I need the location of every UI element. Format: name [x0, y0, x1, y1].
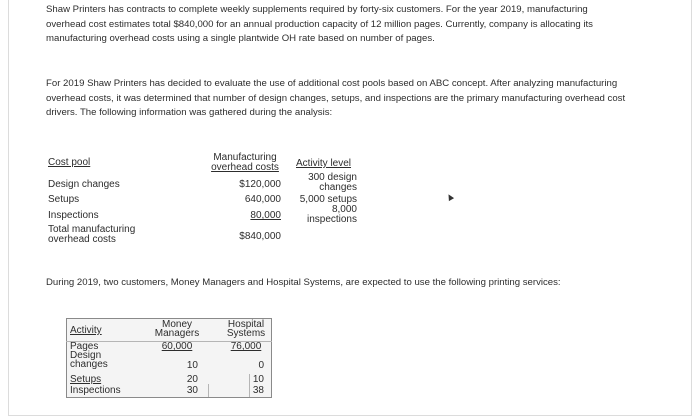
row-activity-design-changes: [70, 351, 108, 369]
row-hospital-pages: 76,000: [230, 341, 262, 352]
hospital-systems-header-line-2: Systems: [226, 328, 266, 339]
row-activity-inspections: Inspections: [70, 385, 121, 396]
moh-header: [206, 153, 284, 173]
col-separator-1: [208, 384, 209, 397]
pool-inspections: Inspections: [48, 210, 99, 221]
table-right-border: [271, 318, 272, 398]
intro-line-3: manufacturing overhead costs using a single plantwide OH rate based on number of pages.: [46, 33, 435, 44]
row-activity-design-line-1: Design: [70, 350, 102, 361]
table-bottom-border: [66, 397, 272, 398]
analysis-line-1: For 2019 Shaw Printers has decided to evaluate the use of additional cost pools based on ABC concept. After analyzing manufacturing: [46, 78, 618, 89]
cost-setups: 640,000: [244, 194, 281, 205]
activity-design-changes-line-2: changes: [319, 182, 357, 193]
intro-line-1: Shaw Printers has contracts to complete weekly supplements required by forty-six customers. For the year 2019, manufacturing: [46, 4, 588, 15]
activity-setups: 5,000 setups: [299, 194, 357, 205]
row-hospital-design-changes: 0: [258, 360, 264, 371]
row-money-pages: 60,000: [161, 341, 193, 352]
activity-inspections-line-1: 8,000: [331, 204, 357, 215]
activity-inspections: [290, 205, 357, 225]
moh-header-line-1: Manufacturing: [213, 152, 277, 163]
row-hospital-setups: 10: [252, 374, 264, 385]
row-activity-pages: Pages: [70, 341, 99, 352]
money-managers-header: [146, 320, 208, 338]
hospital-systems-header-line-1: Hospital: [227, 319, 265, 330]
cost-inspections: 80,000: [250, 210, 281, 221]
intro-line-2: overhead cost estimates total $840,000 for an annual production capacity of 12 million pages. Currently, company is allocating its: [46, 18, 593, 30]
activity-design-changes-line-1: 300 design: [308, 172, 357, 183]
activity-inspections-line-2: inspections: [306, 214, 357, 225]
table-left-border: [66, 318, 67, 398]
row-money-setups: 20: [186, 374, 198, 385]
analysis-line-2: overhead costs, it was determined that number of design changes, setups, and inspections are the primary manufacturing overhead cost: [46, 92, 626, 104]
activity-level-header: Activity level: [296, 158, 352, 169]
activity-design-changes: [290, 173, 357, 193]
row-activity-design-line-2: changes: [70, 359, 108, 370]
services-paragraph: During 2019, two customers, Money Managers and Hospital Systems, are expected to use the following printing services:: [46, 277, 561, 288]
row-money-inspections: 30: [186, 385, 198, 396]
col-separator-2: [249, 374, 250, 397]
total-label: [48, 225, 135, 245]
activity-col-header: Activity: [70, 325, 102, 336]
money-managers-header-line-1: Money: [161, 319, 192, 330]
total-value: $840,000: [239, 231, 281, 242]
moh-header-line-2: overhead costs: [211, 162, 279, 173]
row-activity-setups: Setups: [70, 374, 102, 385]
money-managers-header-line-2: Managers: [154, 328, 200, 339]
row-hospital-inspections: 38: [252, 385, 264, 396]
total-label-line-1: Total manufacturing: [48, 224, 136, 235]
analysis-paragraph: [46, 77, 682, 121]
intro-paragraph: [46, 3, 682, 47]
hospital-systems-header: [221, 320, 271, 338]
pool-setups: Setups: [48, 194, 80, 205]
analysis-line-3: drivers. The following information was gathered during the analysis:: [46, 107, 333, 118]
total-label-line-2: overhead costs: [48, 234, 116, 245]
row-money-design-changes: 10: [186, 360, 198, 371]
cost-pool-header: Cost pool: [48, 157, 91, 168]
cost-design-changes: $120,000: [239, 179, 281, 190]
pool-design-changes: Design changes: [48, 179, 120, 190]
